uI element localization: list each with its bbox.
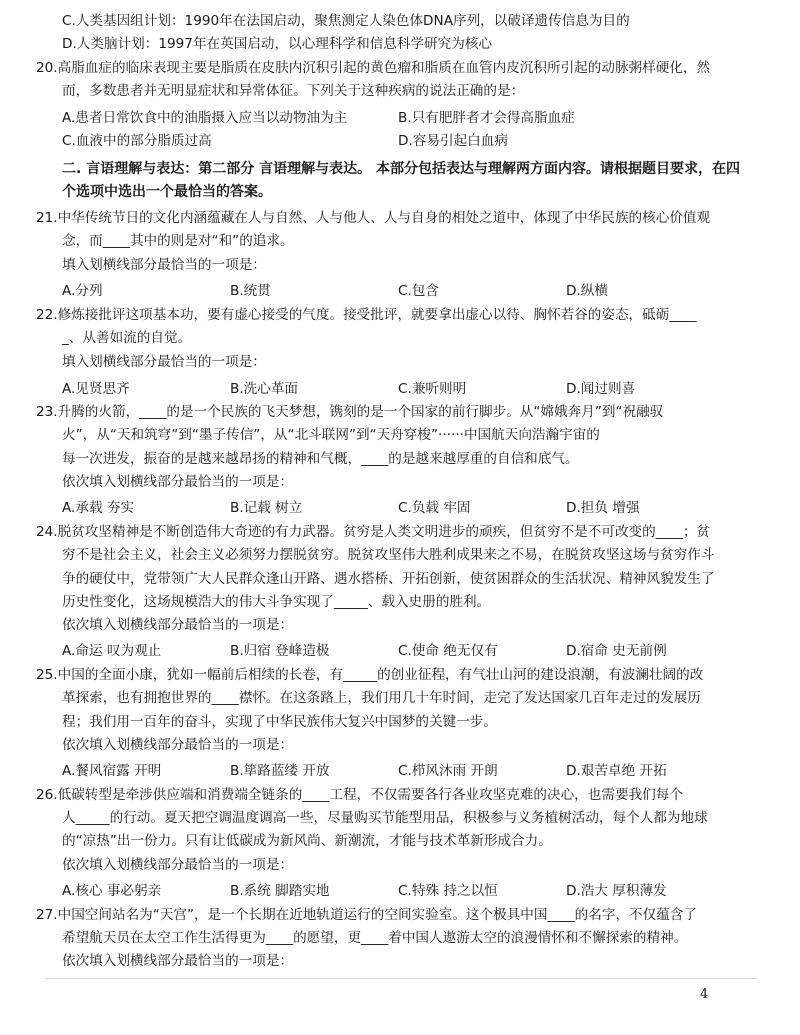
- q26-option-c: C.特殊 持之以恒: [398, 883, 498, 899]
- q25-option-a: A.餐风宿露 开明: [62, 763, 162, 779]
- q24-option-b: B.归宿 登峰造极: [230, 643, 330, 659]
- q20-option-d: D.容易引起白血病: [398, 133, 508, 149]
- q25-stem-line3: 程；我们用一百年的奋斗，实现了中华民族伟大复兴中国梦的关键一步。: [62, 714, 497, 730]
- q22-option-a: A.见贤思齐: [62, 381, 130, 397]
- q26-stem-line2: 人_____的行动。夏天把空调温度调高一些，尽量购买节能型用品，积极参与义务植树活动，每个人都为地球: [62, 810, 708, 826]
- q24-stem-line4: 历史性变化，这场规模浩大的伟大斗争实现了_____、载入史册的胜利。: [62, 594, 491, 610]
- q26-prompt: 依次填入划横线部分最恰当的一项是：: [62, 857, 294, 873]
- q20-option-b: B.只有肥胖者才会得高脂血症: [398, 110, 575, 126]
- q23-stem-line1: 23.升腾的火箭，____的是一个民族的飞天梦想，镌刻的是一个国家的前行脚步。从“嫦娥奔月”到“祝融驭: [36, 404, 664, 420]
- q22-stem-line2: _、从善如流的自觉。: [62, 330, 192, 346]
- q26-option-b: B.系统 脚踏实地: [230, 883, 330, 899]
- q23-option-a: A.承载 夯实: [62, 500, 135, 516]
- q22-prompt: 填入划横线部分最恰当的一项是：: [62, 354, 266, 370]
- q23-option-c: C.负载 牢固: [398, 500, 471, 516]
- q25-option-b: B.筚路蓝缕 开放: [230, 763, 330, 779]
- q25-option-c: C.栉风沐雨 开朗: [398, 763, 498, 779]
- q20-option-c: C.血液中的部分脂质过高: [62, 133, 212, 149]
- q25-stem-line1: 25.中国的全面小康，犹如一幅前后相续的长卷，有_____的创业征程，有气壮山河的建设浪潮，有波澜壮阔的改: [36, 667, 704, 683]
- q27-stem-line1: 27.中国空间站名为“天宫”，是一个长期在近地轨道运行的空间实验室。这个极具中国____的名字，不仅蕴含了: [36, 907, 698, 923]
- q21-option-c: C.包含: [398, 283, 440, 299]
- q26-stem-line1: 26.低碳转型是牵涉供应端和消费端全链条的____工程，不仅需要各行各业攻坚克难的决心，也需要我们每个: [36, 787, 683, 803]
- page-number: 4: [700, 987, 709, 1002]
- q20-stem-line1: 20.高脂血症的临床表现主要是脂质在皮肤内沉积引起的黄色瘤和脂质在血管内皮沉积所引起的动脉粥样硬化，然: [36, 60, 711, 76]
- q23-prompt: 依次填入划横线部分最恰当的一项是：: [62, 474, 294, 490]
- q21-prompt: 填入划横线部分最恰当的一项是：: [62, 257, 266, 273]
- q20-option-a: A.患者日常饮食中的油脂摄入应当以动物油为主: [62, 110, 348, 126]
- section-header-line2: 个选项中选出一个最恰当的答案。: [62, 184, 272, 200]
- q21-stem-line2: 念，而____其中的则是对“和”的追求。: [62, 233, 294, 249]
- footer-divider: [45, 978, 757, 979]
- q23-option-b: B.记载 树立: [230, 500, 303, 516]
- q22-option-c: C.兼听则明: [398, 381, 467, 397]
- q19-option-c: C.人类基因组计划：1990年在法国启动，聚焦测定人染色体DNA序列，以破译遗传信息为目的: [62, 13, 630, 29]
- q19-option-d: D.人类脑计划：1997年在英国启动，以心理科学和信息科学研究为核心: [62, 36, 493, 52]
- q27-prompt: 依次填入划横线部分最恰当的一项是：: [62, 953, 294, 969]
- q21-stem-line1: 21.中华传统节日的文化内涵蕴藏在人与自然、人与他人、人与自身的相处之道中，体现了中华民族的核心价值观: [36, 210, 711, 226]
- section-header-line1: 二. 言语理解与表达：第二部分 言语理解与表达。 本部分包括表达与理解两方面内容。请根据题目要求，在四: [62, 161, 740, 177]
- q26-stem-line3: 的“凉热”出一份力。只有让低碳成为新风尚、新潮流，才能与技术革新形成合力。: [62, 833, 552, 849]
- q26-option-d: D.浩大 厚积薄发: [566, 883, 667, 899]
- q23-stem-line2: 火”，从“天和筑穹”到“墨子传信”，从“北斗联网”到“天舟穿梭”······中国航天向浩瀚宇宙的: [62, 427, 600, 443]
- q23-option-d: D.担负 增强: [566, 500, 640, 516]
- q24-option-d: D.宿命 史无前例: [566, 643, 667, 659]
- q22-option-d: D.闻过则喜: [566, 381, 636, 397]
- q21-option-b: B.统贯: [230, 283, 271, 299]
- q24-stem-line2: 穷不是社会主义，社会主义必须努力摆脱贫穷。脱贫攻坚伟大胜利成果来之不易，在脱贫攻坚这场与贫穷作斗: [62, 547, 715, 563]
- q24-stem-line1: 24.脱贫攻坚精神是不断创造伟大奇迹的有力武器。贫穷是人类文明进步的顽疾，但贫穷不是不可改变的____；贫: [36, 524, 711, 540]
- q24-prompt: 依次填入划横线部分最恰当的一项是：: [62, 617, 294, 633]
- q22-option-b: B.洗心革面: [230, 381, 299, 397]
- q24-option-c: C.使命 绝无仅有: [398, 643, 498, 659]
- q20-stem-line2: 而，多数患者并无明显症状和异常体征。下列关于这种疾病的说法正确的是：: [62, 83, 525, 99]
- q21-option-d: D.纵横: [566, 283, 608, 299]
- q25-prompt: 依次填入划横线部分最恰当的一项是：: [62, 737, 294, 753]
- q24-option-a: A.命运 叹为观止: [62, 643, 162, 659]
- q26-option-a: A.核心 事必躬亲: [62, 883, 162, 899]
- q25-option-d: D.艰苦卓绝 开拓: [566, 763, 667, 779]
- q21-option-a: A.分列: [62, 283, 103, 299]
- q22-stem-line1: 22.修炼接批评这项基本功，要有虚心接受的气度。接受批评，就要拿出虚心以待、胸怀若谷的姿态，砥砺____: [36, 307, 697, 323]
- q27-stem-line2: 希望航天员在太空工作生活得更为____的愿望，更____着中国人遨游太空的浪漫情怀和不懈探索的精神。: [62, 930, 688, 946]
- q25-stem-line2: 革探索，也有拥抱世界的____襟怀。在这条路上，我们用几十年时间，走完了发达国家几百年走过的发展历: [62, 690, 701, 706]
- q23-stem-line3: 每一次进发，振奋的是越来越昂扬的精神和气概，____的是越来越厚重的自信和底气。: [62, 451, 579, 467]
- q24-stem-line3: 争的硬仗中，党带领广大人民群众逢山开路、遇水搭桥、开拓创新，使贫困群众的生活状况、精神风貌发生了: [62, 571, 715, 587]
